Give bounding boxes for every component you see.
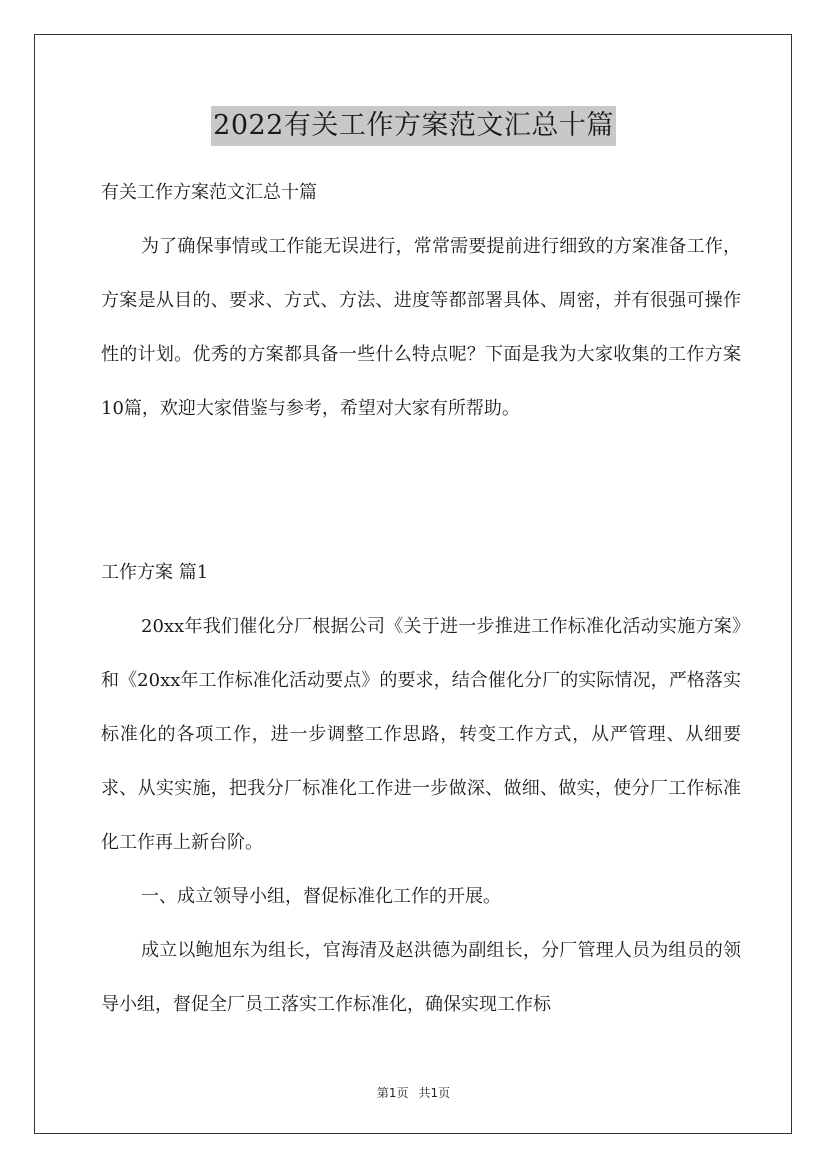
section-item-1: 一、成立领导小组，督促标准化工作的开展。 bbox=[141, 886, 501, 907]
section-heading: 工作方案 篇1 bbox=[101, 562, 209, 583]
document-subtitle: 有关工作方案范文汇总十篇 bbox=[101, 182, 317, 203]
document-title-wrapper bbox=[0, 104, 827, 146]
page-footer bbox=[0, 1084, 827, 1102]
intro-paragraph: 为了确保事情或工作能无误进行，常常需要提前进行细致的方案准备工作，方案是从目的、要求、方式、方法、进度等都部署具体、周密，并有很强可操作性的计划。优秀的方案都具备一些什么特点呢？下面是我为大家收集的工作方案10篇，欢迎大家借鉴与参考，希望对大家有所帮助。 bbox=[101, 236, 741, 419]
intro-paragraph-block bbox=[101, 220, 741, 436]
document-title: 2022有关工作方案范文汇总十篇 bbox=[211, 106, 616, 146]
section-body-block bbox=[101, 600, 741, 1032]
section-paragraph-2: 成立以鲍旭东为组长，官海清及赵洪德为副组长，分厂管理人员为组员的领导小组，督促全厂员工落实工作标准化，确保实现工作标 bbox=[101, 940, 741, 1015]
page-number: 第1页 bbox=[376, 1086, 409, 1100]
section-paragraph-1: 20xx年我们催化分厂根据公司《关于进一步推进工作标准化活动实施方案》和《20xx年工作标准化活动要点》的要求，结合催化分厂的实际情况，严格落实标准化的各项工作，进一步调整工作思路，转变工作方式，从严管理、从细要求、从实实施，把我分厂标准化工作进一步做深、做细、做实，使分厂工作标准化工作再上新台阶。 bbox=[101, 616, 741, 853]
page-total: 共1页 bbox=[418, 1086, 451, 1100]
